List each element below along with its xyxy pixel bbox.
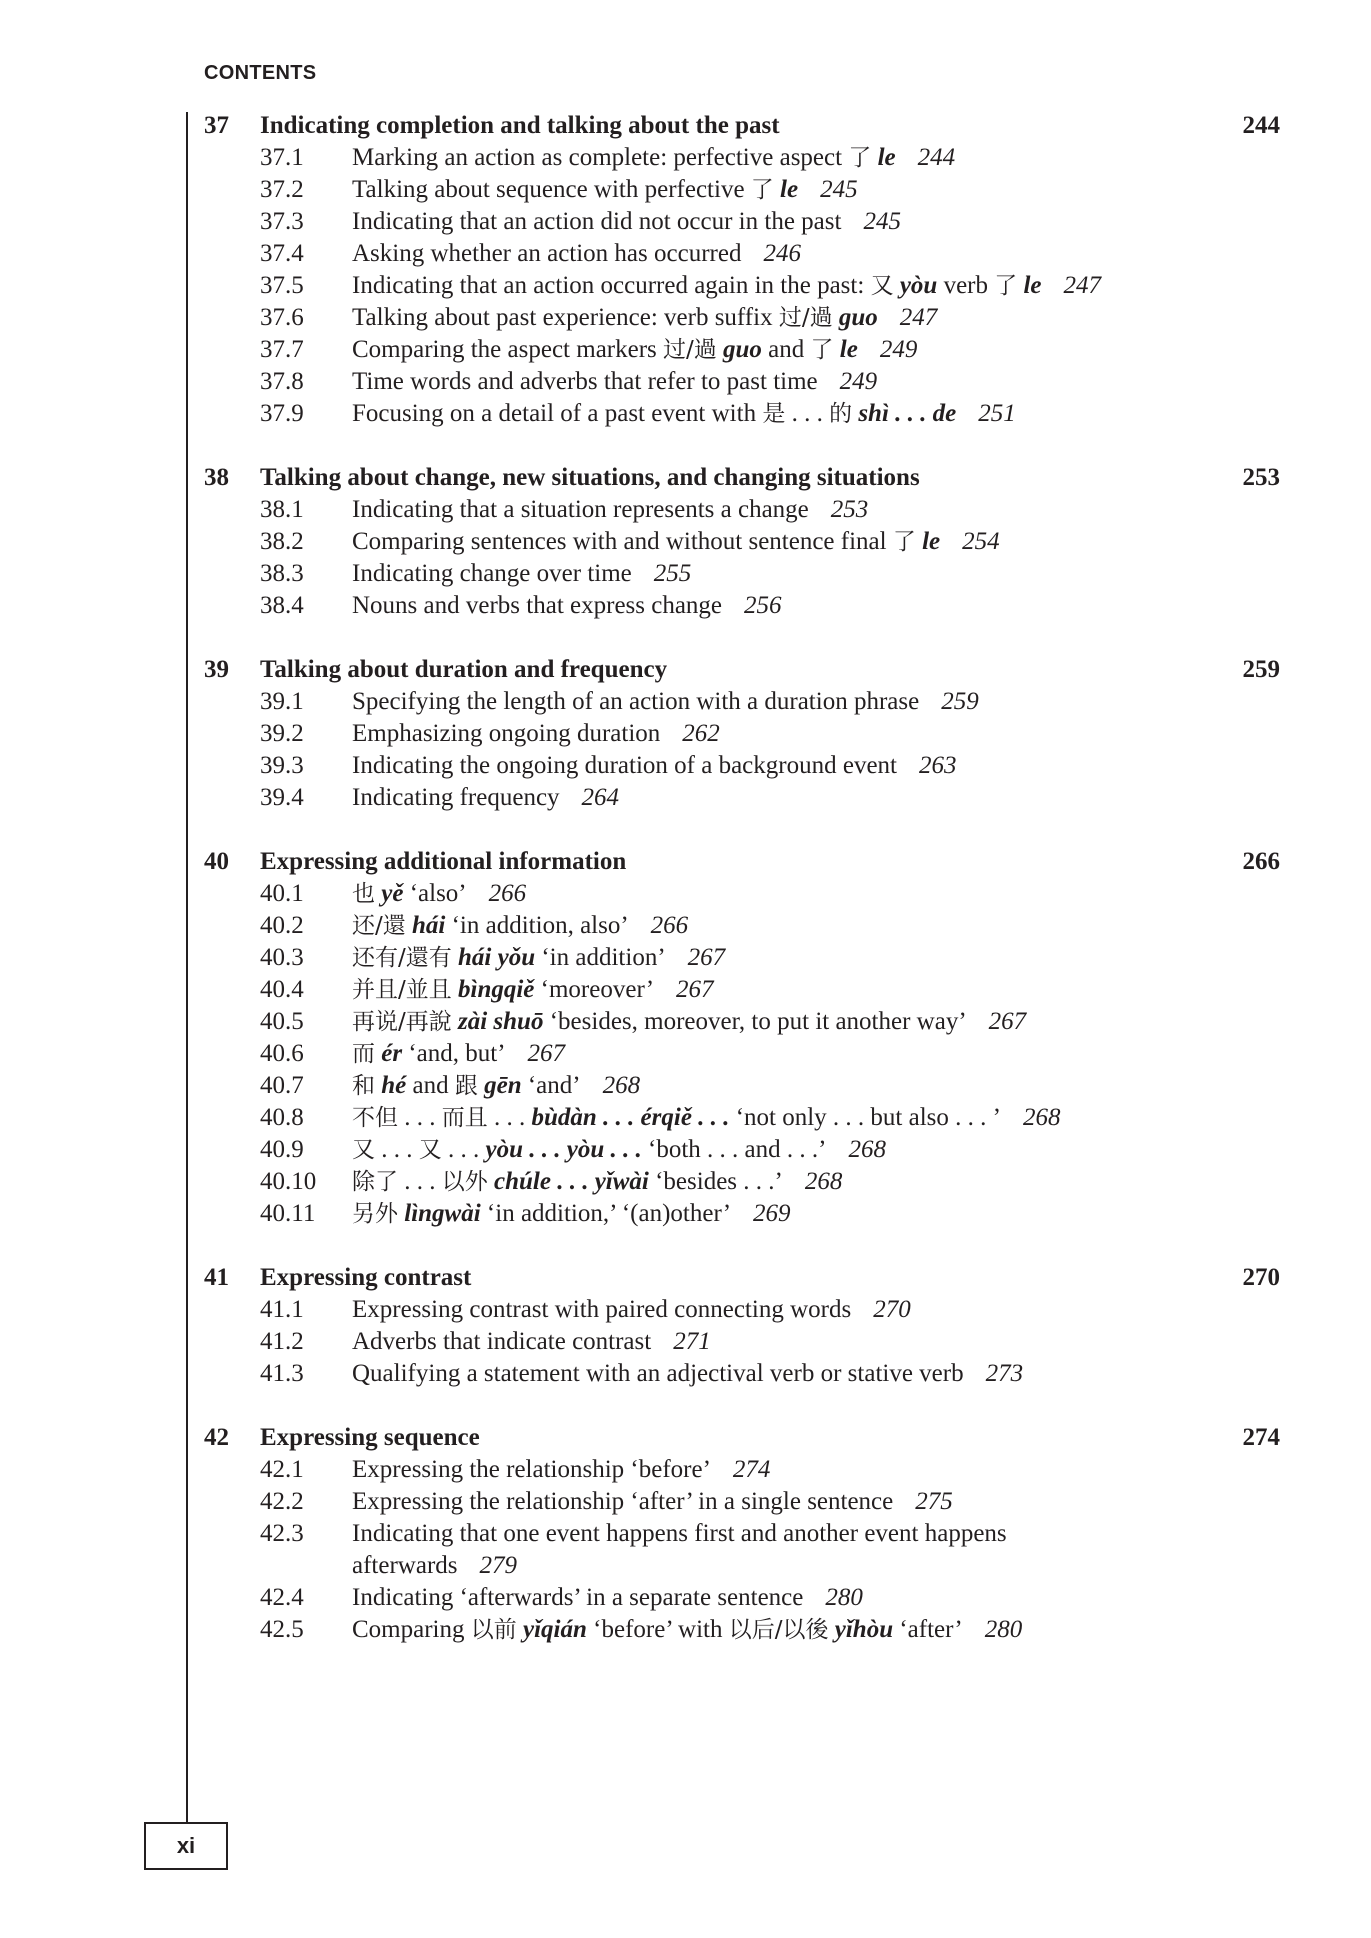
section-number: 40.5 — [260, 1008, 304, 1035]
section-title — [352, 206, 1280, 238]
section-number: 42.2 — [260, 1488, 304, 1515]
chinese-text: 并且/並且 — [352, 977, 452, 1003]
title-text: Comparing the aspect markers — [352, 336, 664, 363]
section-number: 37.1 — [260, 144, 304, 171]
chapter-number: 40 — [204, 848, 229, 875]
section-number: 37.4 — [260, 240, 304, 267]
section-number: 41.3 — [260, 1360, 304, 1387]
title-text: Comparing sentences with and without sentence final — [352, 528, 893, 555]
toc-section-entry[interactable] — [204, 942, 1280, 974]
section-number: 37.5 — [260, 272, 304, 299]
section-number: 37.8 — [260, 368, 304, 395]
chapter-title: Talking about duration and frequency — [260, 656, 668, 683]
toc-section-entry[interactable] — [204, 1166, 1280, 1198]
pinyin-text: yǐhòu — [834, 1616, 894, 1643]
title-text: . . . — [441, 1136, 486, 1163]
section-title — [352, 558, 1280, 590]
chinese-text: 再说/再說 — [352, 1009, 452, 1035]
chinese-text: 以后/以後 — [728, 1617, 829, 1643]
title-text: ‘in addition,’ ‘(an)other’ — [480, 1200, 732, 1227]
section-page: 244 — [917, 144, 956, 171]
section-title — [352, 526, 1280, 558]
section-title — [352, 1326, 1280, 1358]
chapter-page: 270 — [1242, 1264, 1280, 1291]
chapter-heading[interactable] — [204, 654, 1280, 686]
title-text: Indicating that one event happens first and another event happens afterwards — [352, 1520, 1007, 1579]
chapter-number: 39 — [204, 656, 229, 683]
title-text: . . . — [785, 400, 830, 427]
section-page: 279 — [479, 1552, 517, 1579]
chapter-page: 274 — [1242, 1424, 1280, 1451]
toc-chapter — [204, 462, 1280, 622]
section-page: 251 — [978, 400, 1016, 427]
toc-chapter — [204, 1422, 1280, 1646]
toc-section-entry[interactable] — [204, 718, 1280, 750]
section-title — [352, 1198, 1280, 1230]
section-page: 280 — [984, 1616, 1023, 1643]
title-text: Comparing — [352, 1616, 471, 1643]
toc-section-entry[interactable] — [204, 302, 1280, 334]
pinyin-text: yòu — [899, 272, 938, 299]
margin-rule — [186, 112, 188, 1832]
section-page: 254 — [962, 528, 1000, 555]
section-title — [352, 398, 1280, 430]
section-page: 267 — [988, 1008, 1027, 1035]
section-title — [352, 1134, 1280, 1166]
section-page: 247 — [1063, 272, 1102, 299]
chinese-text: 的 — [829, 401, 853, 427]
toc-section-entry[interactable] — [204, 590, 1280, 622]
toc-section-entry[interactable] — [204, 1102, 1280, 1134]
section-page: 266 — [650, 912, 689, 939]
title-text: ‘and, but’ — [402, 1040, 506, 1067]
title-text: Indicating that an action occurred again in the past: — [352, 272, 871, 299]
section-title — [352, 1102, 1280, 1134]
section-page: 271 — [673, 1328, 711, 1355]
section-title — [352, 174, 1280, 206]
pinyin-text: le — [780, 176, 799, 203]
pinyin-text: yòu . . . yòu . . . — [485, 1136, 642, 1163]
title-text: . . . — [487, 1104, 532, 1131]
section-title — [352, 238, 1280, 270]
chinese-text: 又 — [418, 1137, 442, 1163]
pinyin-text: yǐqián — [523, 1616, 587, 1643]
title-text: Time words and adverbs that refer to past time — [352, 368, 818, 395]
toc-section-entry[interactable] — [204, 174, 1280, 206]
toc-chapter — [204, 1262, 1280, 1390]
table-of-contents — [204, 110, 1280, 1678]
chinese-text: 了 — [892, 529, 916, 555]
toc-section-entry[interactable] — [204, 334, 1280, 366]
section-page: 268 — [848, 1136, 886, 1163]
toc-section-entry[interactable] — [204, 526, 1280, 558]
section-title — [352, 1486, 1280, 1518]
title-text: Qualifying a statement with an adjectival verb or stative verb — [352, 1360, 964, 1387]
section-number: 40.3 — [260, 944, 304, 971]
chapter-title: Expressing additional information — [260, 848, 627, 875]
pinyin-text: hé — [381, 1072, 407, 1099]
section-title — [352, 590, 1280, 622]
section-title — [352, 302, 1280, 334]
section-title — [352, 686, 1280, 718]
page-number: xi — [176, 1833, 196, 1858]
section-number: 42.4 — [260, 1584, 304, 1611]
pinyin-text: lìngwài — [404, 1200, 481, 1227]
section-title — [352, 366, 1280, 398]
chapter-number: 37 — [204, 112, 229, 139]
title-text: Nouns and verbs that express change — [352, 592, 723, 619]
toc-section-entry[interactable] — [204, 1070, 1280, 1102]
title-text: Adverbs that indicate contrast — [352, 1328, 652, 1355]
page-number-box — [144, 1822, 228, 1870]
section-number: 37.7 — [260, 336, 304, 363]
section-page: 246 — [763, 240, 801, 267]
chapter-heading[interactable] — [204, 462, 1280, 494]
title-text: Expressing the relationship ‘before’ — [352, 1456, 711, 1483]
section-page: 268 — [804, 1168, 843, 1195]
section-title — [352, 1070, 1280, 1102]
title-text: Expressing the relationship ‘after’ in a single sentence — [352, 1488, 894, 1515]
section-page: 266 — [488, 880, 527, 907]
chapter-number: 38 — [204, 464, 229, 491]
section-title — [352, 1614, 1280, 1646]
chinese-text: 又 — [352, 1137, 375, 1163]
section-page: 245 — [863, 208, 901, 235]
section-page: 255 — [653, 560, 692, 587]
toc-section-entry[interactable] — [204, 270, 1280, 302]
section-title — [352, 878, 1280, 910]
title-text: ‘after’ — [893, 1616, 963, 1643]
chapter-page: 244 — [1242, 112, 1280, 139]
section-page: 267 — [687, 944, 726, 971]
toc-section-entry[interactable] — [204, 1326, 1280, 1358]
pinyin-text: yě — [381, 880, 404, 907]
chinese-text: 还/還 — [352, 913, 406, 939]
chapter-heading[interactable] — [204, 846, 1280, 878]
toc-chapter — [204, 846, 1280, 1230]
title-text: Indicating ‘afterwards’ in a separate sentence — [352, 1584, 804, 1611]
section-page: 267 — [527, 1040, 566, 1067]
section-number: 40.10 — [260, 1168, 317, 1195]
toc-section-entry[interactable] — [204, 686, 1280, 718]
section-title — [352, 1166, 1280, 1198]
toc-chapter — [204, 654, 1280, 814]
section-title — [352, 334, 1280, 366]
section-number: 42.1 — [260, 1456, 304, 1483]
section-number: 40.11 — [260, 1200, 316, 1227]
section-title — [352, 1518, 1280, 1582]
title-text: Indicating that a situation represents a change — [352, 496, 809, 523]
section-title — [352, 750, 1280, 782]
section-page: 264 — [581, 784, 620, 811]
chinese-text: 也 — [352, 881, 375, 907]
section-number: 39.1 — [260, 688, 304, 715]
title-text: ‘moreover’ — [534, 976, 655, 1003]
chapter-heading[interactable] — [204, 110, 1280, 142]
toc-section-entry[interactable] — [204, 558, 1280, 590]
running-header: CONTENTS — [204, 62, 317, 84]
title-text: Asking whether an action has occurred — [352, 240, 742, 267]
pinyin-text: hái yǒu — [458, 944, 536, 971]
section-page: 270 — [873, 1296, 911, 1323]
section-title — [352, 1294, 1280, 1326]
toc-section-entry[interactable] — [204, 1454, 1280, 1486]
section-page: 267 — [676, 976, 714, 1003]
chapter-number: 42 — [204, 1424, 229, 1451]
title-text: Talking about sequence with perfective — [352, 176, 751, 203]
section-number: 39.4 — [260, 784, 304, 811]
chapter-number: 41 — [204, 1264, 229, 1291]
pinyin-text: guo — [838, 304, 878, 331]
pinyin-text: chúle . . . yǐwài — [494, 1168, 649, 1195]
section-number: 39.3 — [260, 752, 304, 779]
chapter-heading[interactable] — [204, 1422, 1280, 1454]
chinese-text: 而且 — [441, 1105, 488, 1131]
title-text: Expressing contrast with paired connecting words — [352, 1296, 852, 1323]
chinese-text: 了 — [848, 145, 872, 171]
title-text: Indicating the ongoing duration of a background event — [352, 752, 897, 779]
title-text: . . . — [398, 1168, 442, 1195]
toc-section-entry[interactable] — [204, 1518, 1280, 1582]
toc-section-entry[interactable] — [204, 750, 1280, 782]
section-number: 40.9 — [260, 1136, 304, 1163]
chinese-text: 以外 — [441, 1169, 488, 1195]
section-page: 259 — [941, 688, 979, 715]
pinyin-text: le — [922, 528, 941, 555]
section-title — [352, 782, 1280, 814]
toc-section-entry[interactable] — [204, 366, 1280, 398]
pinyin-text: ér — [381, 1040, 403, 1067]
chinese-text: 和 — [352, 1073, 375, 1099]
chinese-text: 还有/還有 — [352, 945, 452, 971]
title-text: ‘not only . . . but also . . . ’ — [729, 1104, 1001, 1131]
pinyin-text: gēn — [484, 1072, 522, 1099]
section-number: 41.1 — [260, 1296, 304, 1323]
title-text: Talking about past experience: verb suffix — [352, 304, 779, 331]
toc-section-entry[interactable] — [204, 1614, 1280, 1646]
pinyin-text: le — [1023, 272, 1042, 299]
chinese-text: 了 — [810, 337, 834, 363]
chapter-heading[interactable] — [204, 1262, 1280, 1294]
chinese-text: 过/過 — [663, 337, 717, 363]
section-number: 37.9 — [260, 400, 304, 427]
section-page: 268 — [1022, 1104, 1061, 1131]
section-page: 262 — [682, 720, 720, 747]
pinyin-text: le — [877, 144, 896, 171]
chinese-text: 除了 — [352, 1169, 398, 1195]
toc-section-entry[interactable] — [204, 142, 1280, 174]
section-number: 39.2 — [260, 720, 304, 747]
section-page: 280 — [825, 1584, 863, 1611]
toc-section-entry[interactable] — [204, 1294, 1280, 1326]
toc-section-entry[interactable] — [204, 1486, 1280, 1518]
section-title — [352, 1038, 1280, 1070]
section-number: 38.2 — [260, 528, 304, 555]
toc-section-entry[interactable] — [204, 494, 1280, 526]
section-number: 38.1 — [260, 496, 304, 523]
section-number: 41.2 — [260, 1328, 304, 1355]
pinyin-text: bìngqiě — [458, 976, 535, 1003]
section-number: 37.2 — [260, 176, 304, 203]
title-text: and — [761, 336, 811, 363]
toc-section-entry[interactable] — [204, 1038, 1280, 1070]
chinese-text: 而 — [352, 1041, 375, 1067]
pinyin-text: le — [839, 336, 858, 363]
toc-section-entry[interactable] — [204, 782, 1280, 814]
title-text: verb — [937, 272, 995, 299]
title-text: . . . — [375, 1136, 419, 1163]
title-text: ‘also’ — [403, 880, 467, 907]
section-title — [352, 1358, 1280, 1390]
section-number: 37.3 — [260, 208, 304, 235]
section-title — [352, 494, 1280, 526]
section-page: 253 — [830, 496, 869, 523]
chapter-title: Expressing contrast — [260, 1264, 472, 1291]
toc-section-entry[interactable] — [204, 1134, 1280, 1166]
pinyin-text: guo — [723, 336, 762, 363]
section-number: 38.3 — [260, 560, 304, 587]
toc-section-entry[interactable] — [204, 1006, 1280, 1038]
section-page: 268 — [602, 1072, 641, 1099]
section-title — [352, 718, 1280, 750]
chinese-text: 跟 — [454, 1073, 478, 1099]
title-text: ‘in addition, also’ — [445, 912, 629, 939]
title-text: Indicating that an action did not occur in the past — [352, 208, 842, 235]
chapter-page: 259 — [1242, 656, 1280, 683]
toc-chapter — [204, 110, 1280, 430]
chinese-text: 不但 — [352, 1105, 398, 1131]
section-page: 247 — [899, 304, 938, 331]
title-text: Indicating frequency — [352, 784, 560, 811]
section-page: 274 — [732, 1456, 771, 1483]
title-text: Specifying the length of an action with a duration phrase — [352, 688, 920, 715]
toc-section-entry[interactable] — [204, 974, 1280, 1006]
title-text: Focusing on a detail of a past event with — [352, 400, 763, 427]
toc-section-entry[interactable] — [204, 206, 1280, 238]
title-text: and — [406, 1072, 455, 1099]
section-title — [352, 1006, 1280, 1038]
title-text: . . . — [398, 1104, 442, 1131]
section-number: 40.2 — [260, 912, 304, 939]
chapter-page: 253 — [1242, 464, 1280, 491]
section-number: 40.4 — [260, 976, 304, 1003]
title-text: ‘in addition’ — [535, 944, 666, 971]
toc-section-entry[interactable] — [204, 1198, 1280, 1230]
section-title — [352, 270, 1280, 302]
section-page: 249 — [879, 336, 918, 363]
pinyin-text: hái — [412, 912, 446, 939]
section-number: 40.1 — [260, 880, 304, 907]
section-page: 263 — [918, 752, 957, 779]
chinese-text: 又 — [870, 273, 894, 299]
section-page: 256 — [744, 592, 782, 619]
title-text: ‘both . . . and . . .’ — [641, 1136, 827, 1163]
pinyin-text: bùdàn . . . érqiě . . . — [531, 1104, 730, 1131]
pinyin-text: shì . . . de — [858, 400, 957, 427]
chinese-text: 过/過 — [778, 305, 833, 331]
title-text: Emphasizing ongoing duration — [352, 720, 661, 747]
toc-section-entry[interactable] — [204, 398, 1280, 430]
chapter-page: 266 — [1242, 848, 1280, 875]
title-text: ‘before’ with — [586, 1616, 729, 1643]
section-page: 273 — [985, 1360, 1024, 1387]
toc-section-entry[interactable] — [204, 910, 1280, 942]
chinese-text: 另外 — [352, 1201, 398, 1227]
section-title — [352, 142, 1280, 174]
toc-section-entry[interactable] — [204, 1582, 1280, 1614]
chapter-title: Indicating completion and talking about the past — [260, 112, 780, 139]
section-number: 37.6 — [260, 304, 304, 331]
section-page: 245 — [820, 176, 858, 203]
chinese-text: 是 — [762, 401, 786, 427]
title-text: ‘and’ — [521, 1072, 581, 1099]
chinese-text: 了 — [994, 273, 1018, 299]
section-number: 42.5 — [260, 1616, 304, 1643]
toc-section-entry[interactable] — [204, 238, 1280, 270]
section-number: 40.6 — [260, 1040, 304, 1067]
section-number: 38.4 — [260, 592, 304, 619]
section-page: 249 — [839, 368, 878, 395]
section-page: 269 — [753, 1200, 791, 1227]
title-text: ‘besides . . .’ — [648, 1168, 783, 1195]
section-number: 40.7 — [260, 1072, 304, 1099]
pinyin-text: zài shuō — [458, 1008, 544, 1035]
section-number: 42.3 — [260, 1520, 304, 1547]
section-title — [352, 910, 1280, 942]
chapter-title: Expressing sequence — [260, 1424, 480, 1451]
toc-section-entry[interactable] — [204, 1358, 1280, 1390]
toc-section-entry[interactable] — [204, 878, 1280, 910]
title-text: Indicating change over time — [352, 560, 632, 587]
section-number: 40.8 — [260, 1104, 304, 1131]
section-title — [352, 942, 1280, 974]
section-page: 275 — [915, 1488, 953, 1515]
chinese-text: 了 — [750, 177, 774, 203]
section-title — [352, 1454, 1280, 1486]
section-title — [352, 974, 1280, 1006]
chapter-title: Talking about change, new situations, and changing situations — [260, 464, 920, 491]
title-text: Marking an action as complete: perfective aspect — [352, 144, 849, 171]
section-title — [352, 1582, 1280, 1614]
chinese-text: 以前 — [470, 1617, 517, 1643]
title-text: ‘besides, moreover, to put it another way’ — [543, 1008, 967, 1035]
